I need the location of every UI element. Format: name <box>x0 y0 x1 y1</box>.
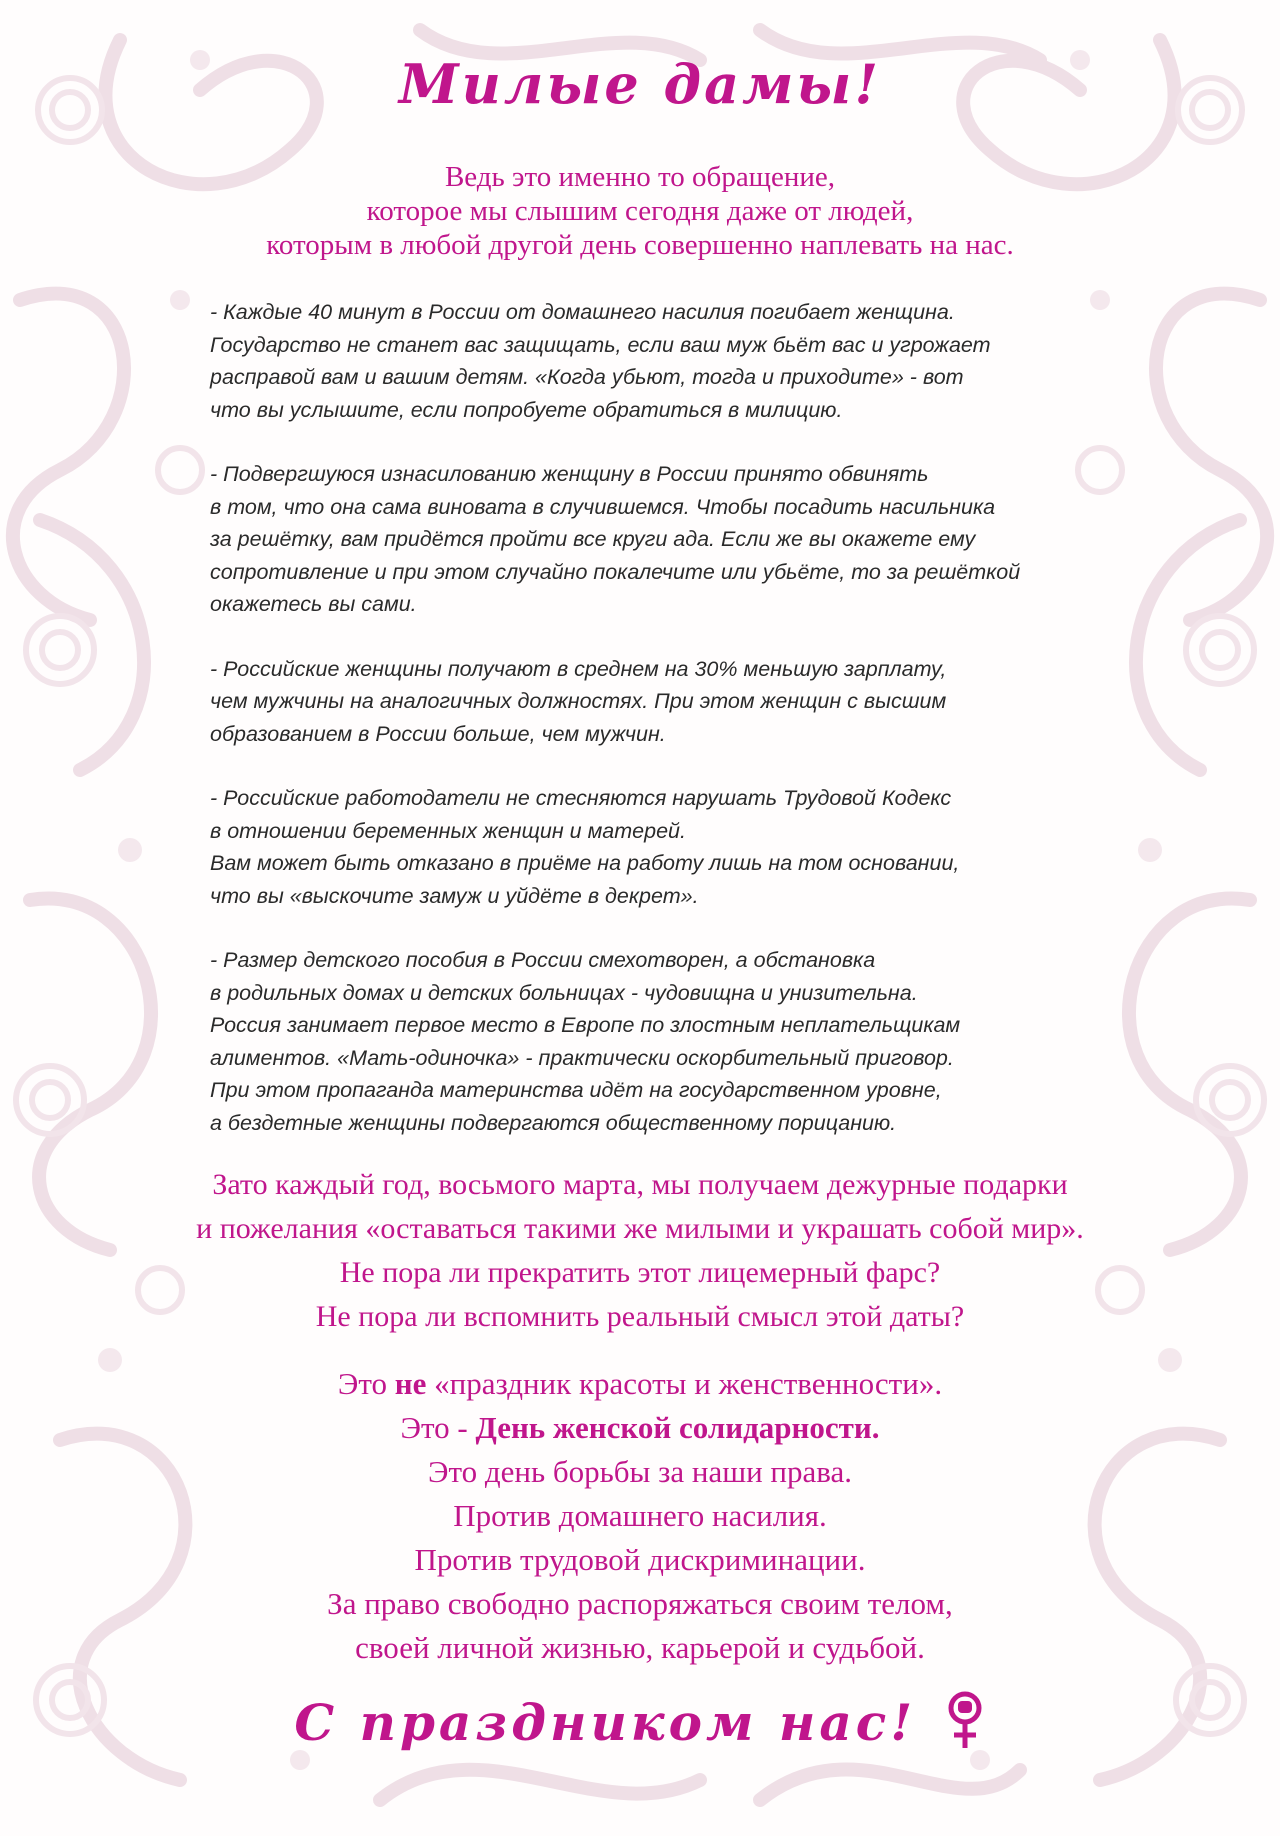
intro-paragraph <box>0 160 1280 262</box>
closing-line: Это день борьбы за наши права. <box>427 1454 853 1489</box>
fact-line: алиментов. «Мать-одиночка» - практически оскорбительный приговор. <box>210 1045 954 1070</box>
fact-line: Государство не станет вас защищать, если ваш муж бьёт вас и угрожает <box>210 332 991 357</box>
closing-line-not-holiday <box>0 1362 1280 1406</box>
intro-line: которое мы слышим сегодня даже от людей, <box>366 195 914 227</box>
fact-line: чем мужчины на аналогичных должностях. При этом женщин с высшим <box>210 689 947 713</box>
middle-line: Не пора ли прекратить этот лицемерный фарс? <box>339 1256 941 1289</box>
fact-line: Россия занимает первое место в Европе по злостным неплательщикам <box>210 1013 961 1037</box>
fact-line: за решётку, вам придётся пройти все круги ада. Если же вы окажете ему <box>210 527 976 551</box>
closing-line: Против домашнего насилия. <box>453 1498 827 1533</box>
closing-emphasis: не <box>394 1366 427 1401</box>
fact-line: что вы «выскочите замуж и уйдёте в декрет». <box>210 883 699 908</box>
closing-line-solidarity <box>0 1406 1280 1450</box>
venus-fist-icon <box>944 1690 986 1764</box>
fact-domestic-violence <box>210 296 1140 426</box>
closing-emphasis: День женской солидарности. <box>475 1410 880 1445</box>
fact-line: - Российские женщины получают в среднем на 30% меньшую зарплату, <box>210 656 947 681</box>
fact-line: в отношении беременных женщин и матерей. <box>210 818 686 843</box>
fact-line: - Российские работодатели не стесняются нарушать Трудовой Кодекс <box>210 786 952 810</box>
fact-pay-gap <box>210 653 1140 751</box>
middle-paragraph <box>0 1163 1280 1339</box>
fact-line: а бездетные женщины подвергаются общественному порицанию. <box>210 1110 897 1135</box>
finale-text: С праздником нас! <box>294 1693 917 1752</box>
fact-line: что вы услышите, если попробуете обратиться в милицию. <box>210 397 843 422</box>
facts-list <box>210 296 1140 1171</box>
closing-paragraph <box>0 1362 1280 1670</box>
fact-line: - Размер детского пособия в России смехотворен, а обстановка <box>210 948 876 972</box>
fact-line: образованием в России больше, чем мужчин. <box>210 721 666 746</box>
middle-line: Зато каждый год, восьмого марта, мы получаем дежурные подарки <box>212 1168 1068 1201</box>
fact-line: в том, что она сама виновата в случившемся. Чтобы посадить насильника <box>210 494 996 519</box>
fact-labor-code <box>210 782 1140 912</box>
fact-line: сопротивление и при этом случайно покалечите или убьёте, то за решёткой <box>210 559 1021 584</box>
fact-line: При этом пропаганда материнства идёт на государственном уровне, <box>210 1078 942 1102</box>
closing-text: Это - <box>400 1410 476 1445</box>
fact-line: Вам может быть отказано в приёме на работу лишь на том основании, <box>210 851 960 875</box>
fact-line: - Каждые 40 минут в России от домашнего насилия погибает женщина. <box>210 300 955 324</box>
fact-rape-victims <box>210 458 1140 621</box>
closing-line: За право свободно распоряжаться своим телом, <box>327 1586 953 1621</box>
fact-child-benefits <box>210 944 1140 1139</box>
finale-greeting <box>0 1690 1280 1764</box>
middle-line: и пожелания «оставаться такими же милыми и украшать собой мир». <box>196 1212 1084 1245</box>
greeting-title: Милые дамы! <box>398 52 882 116</box>
fact-line: расправой вам и вашим детям. «Когда убьют, тогда и приходите» - вот <box>210 365 964 389</box>
fact-line: в родильных домах и детских больницах - чудовищна и унизительна. <box>210 980 918 1005</box>
closing-text: «праздник красоты и женственности». <box>426 1366 943 1401</box>
intro-line: которым в любой другой день совершенно наплевать на нас. <box>266 229 1014 261</box>
fact-line: окажетесь вы сами. <box>210 592 417 616</box>
middle-line: Не пора ли вспомнить реальный смысл этой даты? <box>315 1300 965 1333</box>
closing-line: своей личной жизнью, карьерой и судьбой. <box>355 1630 925 1665</box>
intro-line: Ведь это именно то обращение, <box>444 161 836 193</box>
closing-line: Против трудовой дискриминации. <box>414 1542 866 1577</box>
closing-text: Это <box>337 1366 395 1401</box>
fact-line: - Подвергшуюся изнасилованию женщину в России принято обвинять <box>210 462 929 486</box>
